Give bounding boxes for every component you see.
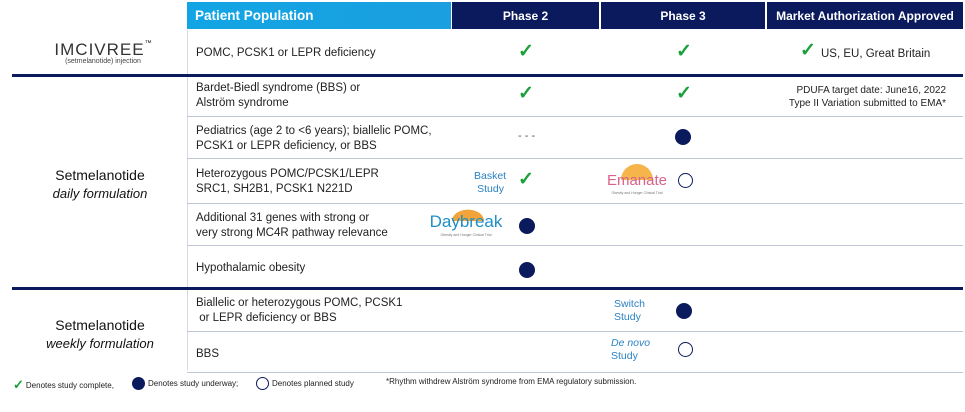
legend-planned <box>256 377 354 390</box>
population-line: Heterozygous POMC/PCSK1/LEPR <box>196 168 379 180</box>
daybreak-logo <box>426 204 506 244</box>
phase2-dashes: - - - <box>518 130 536 142</box>
pdufa-text <box>789 84 946 110</box>
population-line: PCSK1 or LEPR deficiency, or BBS <box>196 140 377 152</box>
imcivree-tm: ™ <box>144 40 152 47</box>
check-icon: ✓ <box>676 83 692 104</box>
filled-circle-icon <box>676 303 692 319</box>
de-novo-study-label <box>611 337 650 363</box>
open-circle-icon <box>678 173 693 188</box>
header-patient-population: Patient Population <box>187 2 451 29</box>
row-divider <box>187 372 963 373</box>
population-heterozygous <box>196 167 379 197</box>
section-divider <box>12 74 963 77</box>
legend-planned-text: Denotes planned study <box>272 379 354 388</box>
population-weekly-bbs: BBS <box>196 348 220 360</box>
pdufa-line: PDUFA target date: June16, 2022 <box>796 85 946 96</box>
study-line: Study <box>611 350 638 362</box>
imcivree-logo-text: IMCIVREE <box>54 40 145 59</box>
emanate-logo <box>603 160 671 202</box>
header-market-authorization: Market Authorization Approved <box>767 2 963 29</box>
daily-drug-label <box>12 166 188 203</box>
daybreak-logo-text: Daybreak <box>429 212 503 231</box>
filled-circle-icon <box>519 262 535 278</box>
imcivree-subtitle: (setmelanotide) injection <box>65 58 141 65</box>
study-line: Basket <box>474 170 507 182</box>
study-line: Study <box>614 311 641 323</box>
row-divider <box>187 203 963 204</box>
switch-study-label <box>614 298 645 324</box>
legend-footnote: *Rhythm withdrew Alström syndrome from EMA regulatory submission. <box>386 377 637 386</box>
population-line: Biallelic or heterozygous POMC, PCSK1 <box>196 297 403 309</box>
legend-complete-text: Denotes study complete, <box>25 380 114 390</box>
weekly-formulation: weekly formulation <box>46 336 154 351</box>
filled-circle-icon <box>132 377 145 390</box>
basket-study-label <box>474 170 507 196</box>
population-hypothalamic: Hypothalamic obesity <box>196 262 306 274</box>
population-31-genes <box>196 211 388 241</box>
population-weekly-biallelic <box>196 296 402 326</box>
ema-line: Type II Variation submitted to EMA* <box>788 98 946 109</box>
check-icon: ✓ <box>676 41 692 62</box>
population-line: Bardet-Biedl syndrome (BBS) or <box>196 82 361 94</box>
row-divider <box>187 245 963 246</box>
open-circle-icon <box>678 342 693 357</box>
filled-circle-icon <box>519 218 535 234</box>
row-divider <box>187 116 963 117</box>
section-divider <box>12 287 963 290</box>
population-line: SRC1, SH2B1, PCSK1 N221D <box>196 183 353 195</box>
population-line: Alström syndrome <box>196 97 289 109</box>
header-phase-3: Phase 3 <box>601 2 765 29</box>
population-line: or LEPR deficiency or BBS <box>196 312 337 324</box>
legend-underway-text: Denotes study underway; <box>148 379 239 388</box>
open-circle-icon <box>256 377 269 390</box>
study-line: De novo <box>611 337 651 349</box>
population-line: very strong MC4R pathway relevance <box>196 227 388 239</box>
study-line: Switch <box>614 298 645 310</box>
imcivree-logo <box>38 40 168 65</box>
filled-circle-icon <box>675 129 691 145</box>
check-icon: ✓ <box>800 40 816 61</box>
weekly-drug-name: Setmelanotide <box>55 317 145 333</box>
check-icon: ✓ <box>518 83 534 104</box>
emanate-logo-text: Emanate <box>606 172 668 189</box>
population-bbs-alstrom <box>196 81 360 111</box>
population-pediatrics <box>196 124 432 154</box>
check-icon: ✓ <box>518 169 534 190</box>
daily-drug-name: Setmelanotide <box>55 167 145 183</box>
check-icon: ✓ <box>13 377 24 392</box>
row-divider <box>187 158 963 159</box>
daybreak-logo-sub: Obesity and Hunger Clinical Trial <box>440 233 492 237</box>
population-line: Pediatrics (age 2 to <6 years); biallelic POMC, <box>196 125 432 137</box>
imcivree-market-text: US, EU, Great Britain <box>821 48 931 60</box>
row-divider <box>187 331 963 332</box>
population-line: Additional 31 genes with strong or <box>196 212 370 224</box>
legend-underway <box>132 377 238 390</box>
emanate-logo-sub: Obesity and Hunger Clinical Trial <box>611 191 663 195</box>
imcivree-population: POMC, PCSK1 or LEPR deficiency <box>196 47 376 59</box>
header-phase-2: Phase 2 <box>452 2 599 29</box>
daily-formulation: daily formulation <box>52 186 148 201</box>
weekly-drug-label <box>12 316 188 353</box>
study-line: Study <box>477 183 504 195</box>
check-icon: ✓ <box>518 41 534 62</box>
legend-complete <box>13 377 114 393</box>
